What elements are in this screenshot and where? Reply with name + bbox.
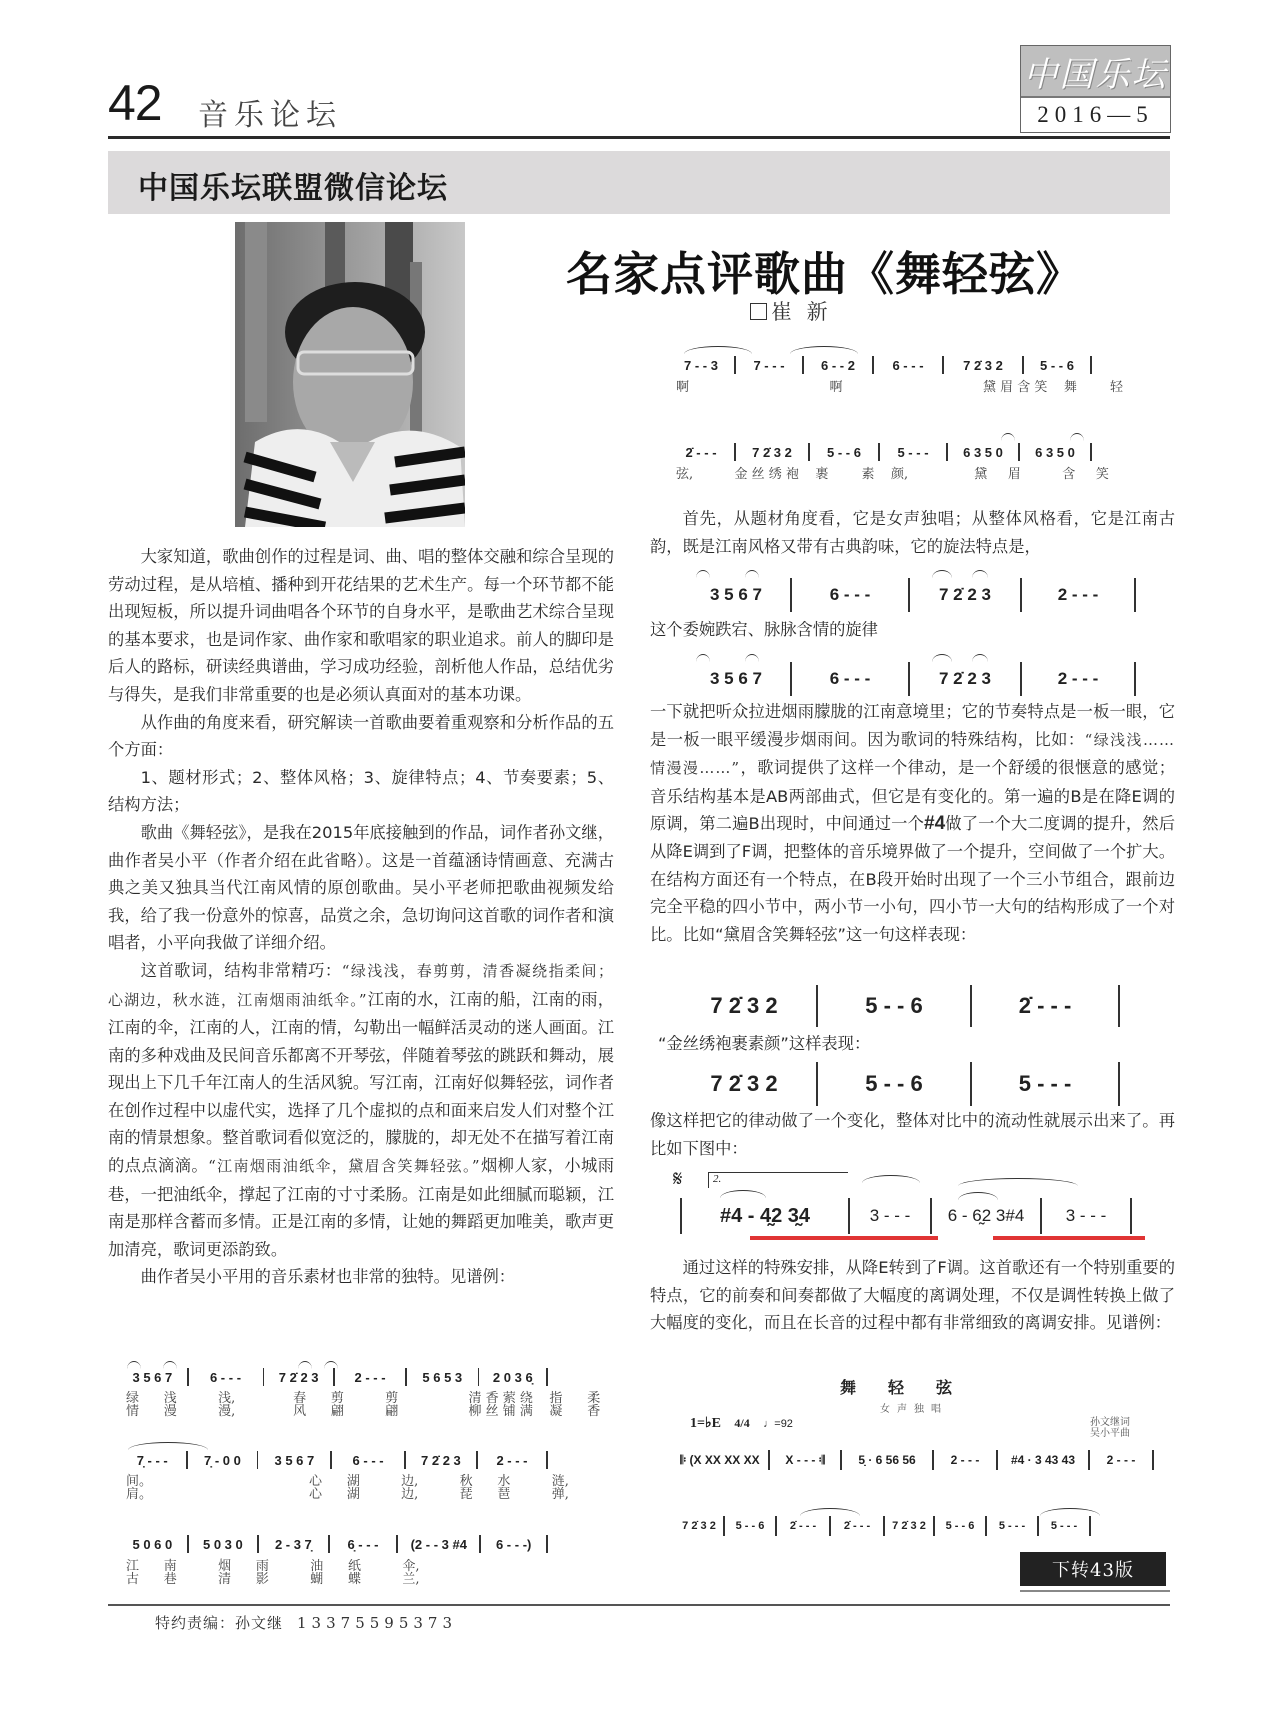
paragraph: [108, 957, 614, 1264]
editor-phone: 13375595373: [297, 1614, 457, 1632]
highlight-underline: [993, 1236, 1145, 1240]
score-row: [126, 1368, 556, 1386]
measure: 5 - - -: [1050, 1520, 1078, 1532]
measure: 7 2̇ 3 2: [710, 1071, 778, 1096]
measure: 2̇ - - -: [843, 1520, 871, 1532]
score-row: [676, 356, 1176, 374]
author-name: 崔 新: [771, 300, 832, 324]
measure: (2 - - 3 #4: [410, 1536, 467, 1552]
measure: 6 - - -): [495, 1536, 532, 1552]
measure: 6 - - -: [352, 1452, 384, 1468]
column-banner: [108, 151, 1170, 214]
measure: 7 - - -: [753, 357, 785, 373]
measure: 2̇ - - -: [685, 444, 717, 460]
paragraph: 通过这样的特殊安排，从降E转到了F调。这首歌还有一个特别重要的特点，它的前奏和间奏都做了大幅度的离调处理，不仅是调性转换上做了大幅度的变化，而且在长音的过程中都有非常细致的离调安排。见谱例：: [650, 1258, 1175, 1333]
measure: 2 - - -: [1057, 669, 1099, 688]
header-rule: [108, 136, 1170, 139]
masthead-logo: 中国乐坛: [1021, 46, 1170, 98]
page-number: 42: [108, 75, 162, 131]
left-column: [108, 543, 614, 1291]
measure: 5 6 5 3: [422, 1369, 463, 1385]
paragraph: 曲作者吴小平用的音乐素材也非常的独特。见谱例：: [140, 1267, 516, 1287]
measure: 5 - - -: [1018, 1071, 1072, 1096]
measure: 6 3 5 0: [1035, 444, 1075, 460]
measure: 7 2̇ 2 3: [421, 1452, 461, 1468]
measure: 2̇ - - -: [789, 1520, 817, 1532]
measure: 5 0 6 0: [132, 1536, 173, 1552]
score-row: [676, 443, 1176, 461]
column-banner-title: 中国乐坛联盟微信论坛: [138, 171, 448, 206]
measure: 5 - - 6: [1040, 357, 1074, 373]
text: 江南的水，江南的船，江南的雨，江南的伞，江南的人，江南的情，勾勒出一幅鲜活灵动的迷人画面。江南的多种戏曲及民间音乐都离不开琴弦，伴随着琴弦的跳跃和舞动，展现出上下几千年江南人的生活风貌。写江南，江南好似舞轻弦，词作者在创作过程中以虚代实，选择了几个虚拟的点和面来启发人们对整个江南的情景想象。整首歌词看似宽泛的，朦胧的，却无处不在描写着江南的点点滴滴。: [108, 989, 614, 1176]
lyrics-verse-1: 江 南 烟 雨 油 纸 伞,: [126, 1559, 420, 1574]
issue-date: 2016—5: [1037, 102, 1154, 127]
score-title: 舞轻弦: [840, 1378, 985, 1397]
segno-icon: 𝄋: [673, 1167, 683, 1192]
right-paragraph-6: [650, 1254, 1175, 1337]
lyric-quote: “绿浅浅……情漫漫……”: [650, 730, 1175, 778]
measure: 6 - - -: [829, 669, 871, 688]
author-photo: [235, 222, 465, 527]
editor-credit: [155, 1612, 457, 1633]
measure: 5̣ · 6 56 56: [858, 1453, 916, 1467]
example-4: [680, 1062, 1128, 1106]
measure: 7 2̇ 2 3: [939, 669, 991, 688]
paragraph: 从作曲的角度来看，研究解读一首歌曲要着重观察和分析作品的五个方面：: [108, 712, 614, 760]
measure: 2 - - -: [354, 1369, 386, 1385]
paragraph: 首先，从题材角度看，它是女声独唱；从整体风格看，它是江南古韵，既是江南风格又带有古典韵味，它的旋法特点是，: [650, 509, 1175, 556]
highlight-underline: [750, 1236, 938, 1240]
measure: 2 - - -: [1057, 585, 1099, 604]
measure: 6̣ - - -: [347, 1536, 379, 1552]
lyrics: 啊 啊 黛 眉 含 笑 舞 轻: [676, 380, 1123, 395]
measure: 2 0 3 6̣: [492, 1369, 533, 1385]
paragraph: 这个委婉跌宕、脉脉含情的旋律: [650, 620, 878, 639]
volta-bracket: [708, 1172, 848, 1188]
measure: 6 - - 2: [821, 357, 855, 373]
time-signature: 4/4: [734, 1416, 750, 1430]
measure: 2 - - -: [496, 1452, 528, 1468]
lyrics-verse-2: 古 巷 清 影 蝴 蝶 兰,: [126, 1572, 420, 1587]
example-3: [680, 985, 1128, 1027]
measure: 6 - - -: [892, 357, 924, 373]
measure: 5 - - -: [897, 444, 929, 460]
text: 做了一个大二度调的提升，然后从降E调到了F调，把整体的音乐境界做了一个提升，空间做了一个扩大。在结构方面还有一个特点，在B段开始时出现了一个三小节组合，跟前边完全平稳的四小节中，两小节一小句，四小节一大句的结构形成了一个对比。比如“黛眉含笑舞轻弦”这一句这样表现：: [650, 814, 1175, 944]
measure: 2 - 3 7̣: [274, 1536, 312, 1552]
article-title: 名家点评歌曲《舞轻弦》: [566, 247, 1083, 301]
sharp-four-symbol: #4: [924, 813, 946, 835]
measure: 7 2̇ 3 2: [892, 1520, 926, 1532]
lyric-quote: “绿浅浅，春剪剪，清香凝绕指柔间；心湖边，秋水涟，江南烟雨油纸伞。”: [108, 961, 614, 1009]
editor-label: 特约责编：孙文继: [155, 1614, 284, 1632]
measure: 6 3 5 0: [963, 444, 1003, 460]
measure: 7 2̇ 3 2: [752, 444, 792, 460]
measure: #4 - 4̰2 3̰4: [719, 1204, 811, 1227]
right-paragraph-3: [650, 698, 1175, 948]
score-row: [126, 1535, 556, 1553]
measure: 2 - - -: [950, 1453, 980, 1467]
measure: 7 2̇ 2 3: [278, 1369, 319, 1385]
score-row: [680, 1516, 1096, 1536]
measure: 7 2̇ 3 2: [710, 993, 778, 1018]
text: ，歌词提供了这样一个律动，是一个舒缓的很惬意的感觉；音乐结构基本是AB两部曲式，但它是有变化的。第一遍的B是在降E调的原调，第二遍B出现时，中间通过一个: [650, 758, 1175, 834]
footer-rule: [108, 1604, 1170, 1606]
measure: 𝄆 (X XX XX XX: [680, 1452, 760, 1467]
lyrics-verse-1: 间。 心 湖 边, 秋 水 涟,: [126, 1474, 569, 1489]
paragraph: 歌曲《舞轻弦》，是我在2015年底接触到的作品，词作者孙文继，曲作者吴小平（作者介绍在此省略）。这是一首蕴涵诗情画意、充满古典之美又独具当代江南风情的原创歌曲。吴小平老师把歌曲视频发给我，给了我一份意外的惊喜，品赏之余，急切询问这首歌的词作者和演唱者，小平向我做了详细介绍。: [108, 822, 614, 953]
measure: 7 2̇ 2 3: [939, 585, 991, 604]
lyric-quote: “江南烟雨油纸伞，黛眉含笑舞轻弦。”: [208, 1157, 481, 1176]
continue-rule: [1020, 1590, 1170, 1592]
paragraph: 1、题材形式；2、整体风格；3、旋律特点；4、节奏要素；5、结构方法；: [108, 767, 614, 815]
measure: 7̣ - 0 0: [204, 1452, 241, 1468]
text: 这首歌词，结构非常精巧：: [140, 960, 342, 980]
right-paragraph-1: [650, 505, 1175, 560]
masthead: [1020, 45, 1171, 133]
measure: 3 5 6 7: [710, 585, 762, 604]
measure: 6 - - -: [209, 1369, 242, 1385]
paragraph: [650, 698, 1175, 948]
measure: 7 2̇ 3 2: [682, 1520, 716, 1532]
measure: 2 - - -: [1106, 1453, 1136, 1467]
measure: 7 - - 3: [684, 357, 718, 373]
continue-badge: 下转43版: [1020, 1552, 1166, 1586]
measure: 7̣ - - -: [136, 1452, 168, 1468]
lyrics-verse-2: 情 漫 漫, 风 翩 翩 柳 丝 铺 满 凝 香: [126, 1404, 601, 1419]
key: 1=♭E: [690, 1416, 721, 1431]
text: 烟柳人家，小城雨巷，一把油纸伞，撑起了江南的寸寸柔肠。江南是如此细腻而聪颖，江南是那样含蓄而多情。正是江南的多情，让她的舞蹈更加唯美，歌声更加清亮，歌词更添韵致。: [108, 1156, 614, 1259]
lyricist-credit: 孙文继词: [1090, 1417, 1130, 1428]
measure: 3 5 6 7: [710, 669, 762, 688]
lyrics: 弦, 金 丝 绣 袍 裹 素 颜, 黛 眉 含 笑: [676, 467, 1109, 482]
score-subtitle: 女声独唱: [880, 1404, 948, 1415]
example-1: [690, 578, 1144, 612]
measure: 3 5 6 7: [132, 1369, 173, 1385]
score-row: [680, 1450, 1162, 1470]
author-portrait-icon: [235, 222, 465, 527]
measure: 5 - - 6: [865, 1071, 923, 1096]
score-row: [126, 1451, 556, 1469]
measure: 3 - - -: [1065, 1206, 1107, 1225]
lyrics-verse-2: 肩。 心 湖 边, 琵 琶 弹,: [126, 1487, 569, 1502]
paragraph: “金丝绣袍裹素颜”这样表现：: [658, 1034, 871, 1053]
measure: 5 - - 6: [827, 444, 861, 460]
lyrics-verse-1: 绿 浅 浅, 春 剪 剪 清 香 萦 绕 指 柔: [126, 1391, 601, 1406]
paragraph: 像这样把它的律动做了一个变化，整体对比中的流动性就展示出来了。再比如下图中：: [650, 1111, 1175, 1158]
tempo: ♩=92: [763, 1418, 793, 1430]
measure: 6 - 6̰2 3#4: [947, 1206, 1025, 1225]
right-paragraph-2: [650, 616, 1175, 644]
paragraph: 大家知道，歌曲创作的过程是词、曲、唱的整体交融和综合呈现的劳动过程，是从培植、播种到开花结果的艺术生产。每一个环节都不能出现短板，所以提升词曲唱各个环节的自身水平，是歌曲艺术综合呈现的基本要求，也是词作家、曲作家和歌唱家的职业追求。前人的脚印是后人的路标，研读经典谱曲，学习成功经验，剖析他人作品，总结优劣与得失，是我们非常重要的也是必须认真面对的基本功课。: [108, 547, 614, 704]
example-2: [690, 662, 1144, 696]
right-paragraph-5: [650, 1107, 1175, 1162]
measure: 6 - - -: [829, 585, 871, 604]
composer-credit: 吴小平曲: [1090, 1428, 1130, 1439]
byline-box-icon: [750, 303, 767, 320]
right-paragraph-4: [658, 1030, 1178, 1058]
byline: [750, 296, 832, 326]
measure: 5 - - 6: [865, 993, 923, 1018]
measure: 2̇ - - -: [1018, 993, 1072, 1018]
measure: 5 0 3 0: [202, 1536, 243, 1552]
section-name: 音乐论坛: [198, 98, 342, 133]
measure: 3 - - -: [869, 1206, 911, 1225]
measure: 3 5 6 7: [274, 1452, 315, 1468]
text: 一下就把听众拉进烟雨朦胧的江南意境里；它的节奏特点是一板一眼，它是一板一眼平缓漫步烟雨间。因为歌词的特殊结构，比如：: [650, 702, 1175, 749]
measure: #4 · 3 43 43: [1010, 1453, 1076, 1467]
volta-label: 2.: [713, 1173, 722, 1185]
score-row: [680, 1198, 1140, 1234]
measure: 5 - - 6: [735, 1520, 765, 1532]
score-credits: [1090, 1417, 1130, 1439]
measure: 5 - - 6: [945, 1520, 975, 1532]
measure: 5 - - -: [998, 1520, 1026, 1532]
measure: X - - - 𝄇: [785, 1452, 825, 1467]
score-key-signature: [690, 1415, 793, 1432]
measure: 7 2̇ 3 2: [963, 357, 1003, 373]
